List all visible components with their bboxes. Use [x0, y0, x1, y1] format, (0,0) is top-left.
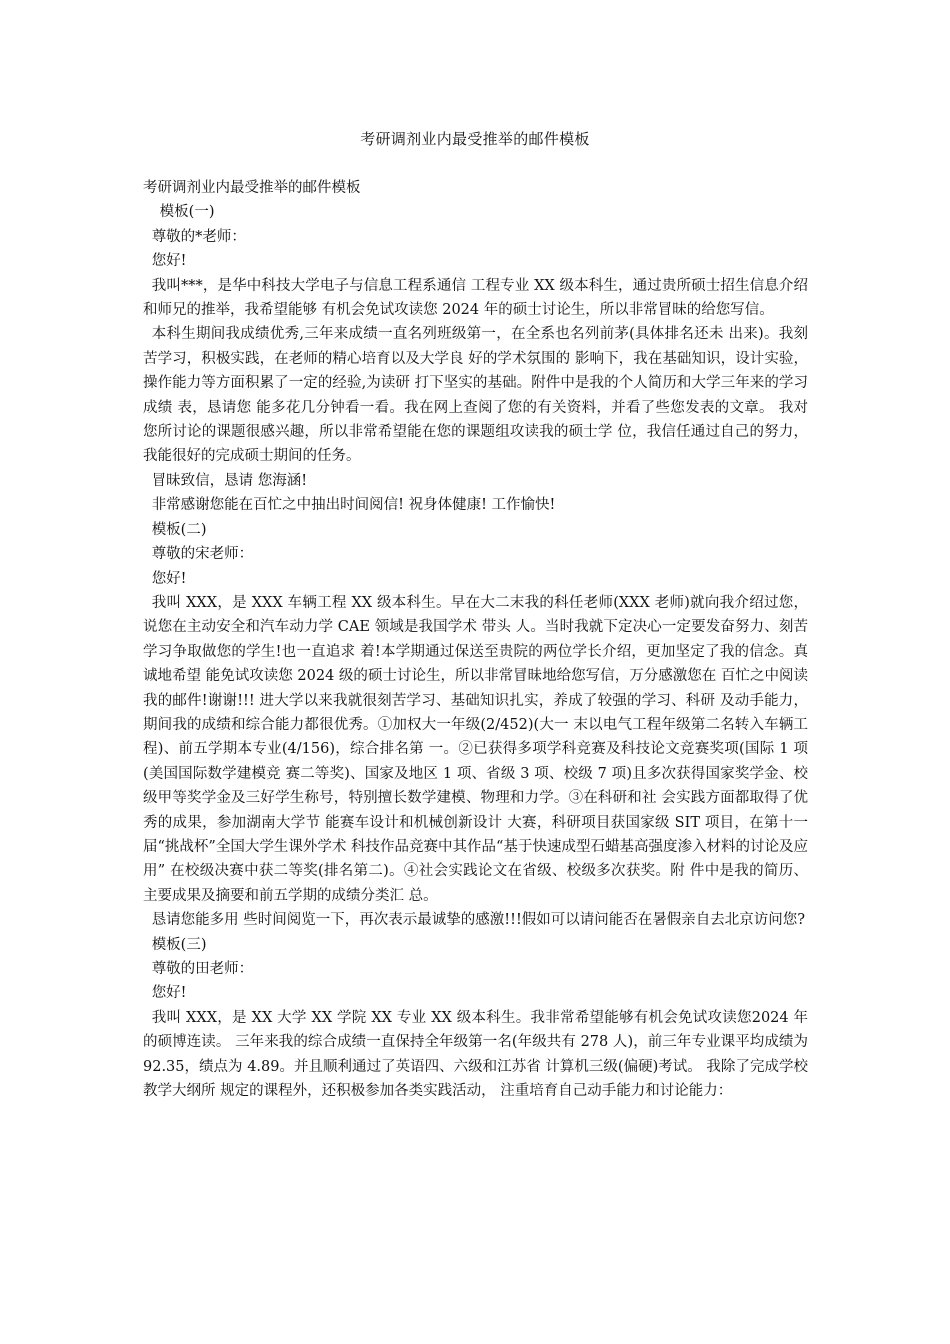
document-body	[143, 176, 808, 1103]
paragraph: 本科生期间我成绩优秀,三年来成绩一直名列班级第一，在全系也名列前茅(具体排名还未 出来)。我刻苦学习，积极实践，在老师的精心培育以及大学良 好的学术氛围的 影响下，我在基础知识，设计实验，操作能力等方面积累了一定的经验,为读研 打下坚实的基础。附件中是我的个人简历和大学三年来的学习成绩 表，恳请您 能多花几分钟看一看。我在网上查阅了您的有关资料，并看了些您发表的文章。 我对您所讨论的课题很感兴趣，所以非常希望能在您的课题组攻读我的硕士学 位，我信任通过自己的努力，我能很好的完成硕士期间的任务。	[143, 326, 808, 465]
paragraph: 非常感谢您能在百忙之中抽出时间阅信! 祝身体健康! 工作愉快!	[151, 497, 556, 514]
greeting: 您好!	[151, 985, 187, 1002]
paragraph: 我叫 XXX，是 XX 大学 XX 学院 XX 专业 XX 级本科生。我非常希望能够有机会免试攻读您2024 年的硕博连读。 三年来我的综合成绩一直保持全年级第一名(年级共有 278 人)，前三年专业课平均成绩为 92.35，绩点为 4.89。并且顺利通过了英语四、六级和江苏省 计算机三级(偏硬)考试。 我除了完成学校教学大纲所 规定的课程外，还积极参加各类实践活动， 注重培育自己动手能力和讨论能力：	[143, 1009, 808, 1100]
greeting: 您好!	[151, 570, 187, 587]
paragraph: 我叫 XXX，是 XXX 车辆工程 XX 级本科生。早在大二末我的科任老师(XXX 老师)就向我介绍过您，说您在主动安全和汽车动力学 CAE 领域是我国学术 带头 人。当时我就下定决心一定要发奋努力、刻苦学习争取做您的学生!也一直追求 着!本学期通过保送至贵院的两位学长介绍，更加坚定了我的信念。真诚地希望 能免试攻读您 2024 级的硕士讨论生，所以非常冒昧地给您写信，万分感激您在 百忙之中阅读我的邮件!谢谢!!! 进大学以来我就很刻苦学习、基础知识扎实，养成了较强的学习、科研 及动手能力，期间我的成绩和综合能力都很优秀。①加权大一年级(2/452)(大一 末以电气工程年级第二名转入车辆工程)、前五学期本专业(4/156)，综合排名第 一。②已获得多项学科竞赛及科技论文竞赛奖项(国际 1 项(美国国际数学建模竞 赛二等奖)、国家及地区 1 项、省级 3 项、校级 7 项)且多次获得国家奖学金、校 级甲等奖学金及三好学生称号，特别擅长数学建模、物理和力学。③在科研和社 会实践方面都取得了优秀的成果，参加湖南大学节 能赛车设计和机械创新设计 大赛，科研项目获国家级 SIT 项目，在第十一届“挑战杯”全国大学生课外学术 科技作品竞赛中其作品“基于快速成型石蜡基高强度渗入材料的讨论及应用” 在校级决赛中获二等奖(排名第二)。④社会实践论文在省级、校级多次获奖。附 件中是我的简历、主要成果及摘要和前五学期的成绩分类汇 总。	[143, 594, 808, 904]
template-heading: 模板(二)	[151, 521, 207, 538]
salutation: 尊敬的*老师：	[151, 228, 246, 245]
template-heading: 模板(三)	[151, 936, 207, 953]
page-title: 考研调剂业内最受推举的邮件模板	[360, 130, 590, 148]
greeting: 您好!	[151, 253, 187, 270]
body-heading: 考研调剂业内最受推举的邮件模板	[143, 180, 361, 196]
paragraph: 我叫***，是华中科技大学电子与信息工程系通信 工程专业 XX 级本科生，通过贵所硕士招生信息介绍和师兄的推举，我希望能够 有机会免试攻读您 2024 年的硕士讨论生，所以非常冒昧的给您写信。	[143, 277, 808, 319]
salutation: 尊敬的田老师：	[151, 961, 254, 977]
paragraph: 恳请您能多用 些时间阅览一下，再次表示最诚挚的感激!!!假如可以请问能否在暑假亲自去北京访问您?	[151, 912, 806, 929]
paragraph: 冒昧致信，恳请 您海涵!	[151, 472, 308, 489]
salutation: 尊敬的宋老师：	[151, 546, 254, 563]
template-heading: 模板(一)	[159, 204, 215, 221]
